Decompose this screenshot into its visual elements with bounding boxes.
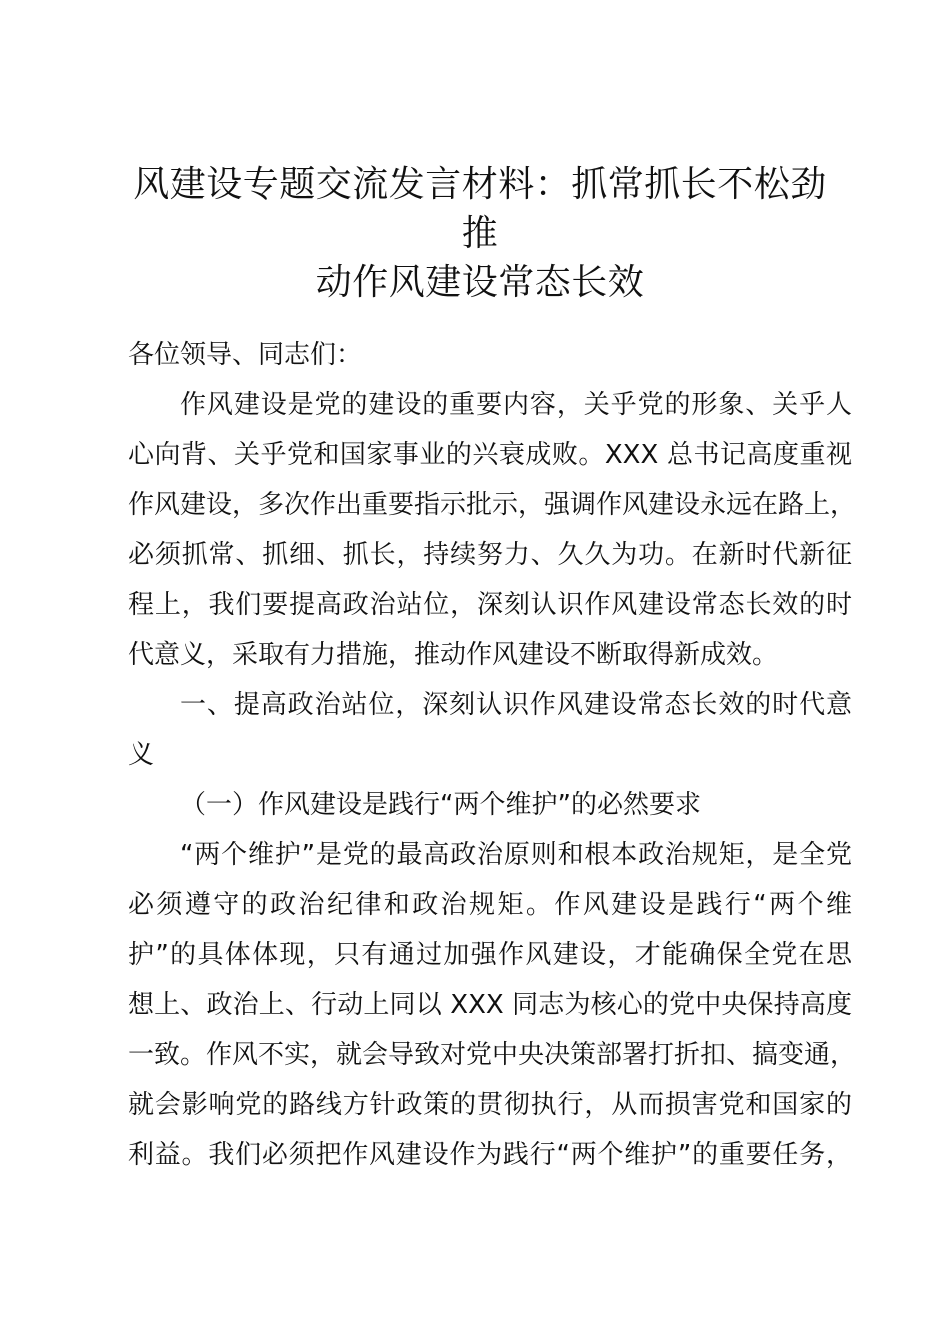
paragraph-line: “两个维护”是党的最高政治原则和根本政治规矩，是全党 (180, 840, 852, 870)
paragraph-line: 护”的具体体现，只有通过加强作风建设，才能确保全党在思 (128, 940, 852, 970)
section-heading-line: 一、提高政治站位，深刻认识作风建设常态长效的时代意 (180, 690, 852, 720)
paragraph-line: 必须遵守的政治纪律和政治规矩。作风建设是践行“两个维 (128, 890, 852, 920)
salutation: 各位领导、同志们： (128, 340, 363, 370)
paragraph-line: 心向背、关乎党和国家事业的兴衰成败。XXX 总书记高度重视 (128, 440, 852, 470)
paragraph-line: 作风建设是党的建设的重要内容，关乎党的形象、关乎人 (180, 390, 852, 420)
paragraph-line: 作风建设，多次作出重要指示批示，强调作风建设永远在路上， (128, 490, 857, 520)
paragraph-line: 利益。我们必须把作风建设作为践行“两个维护”的重要任务， (128, 1140, 852, 1170)
document-body (128, 330, 857, 1180)
paragraph-line: 代意义，采取有力措施，推动作风建设不断取得新成效。 (128, 640, 779, 670)
subsection-heading: （一）作风建设是践行“两个维护”的必然要求 (180, 790, 701, 820)
paragraph-line: 必须抓常、抓细、抓长，持续努力、久久为功。在新时代新征 (128, 540, 852, 570)
paragraph-line: 程上，我们要提高政治站位，深刻认识作风建设常态长效的时 (128, 590, 852, 620)
section-heading-line: 义 (128, 740, 155, 770)
title-line-1: 风建设专题交流发言材料：抓常抓长不松劲推 (133, 164, 827, 254)
paragraph-line: 就会影响党的路线方针政策的贯彻执行，从而损害党和国家的 (128, 1090, 852, 1120)
paragraph-line: 一致。作风不实，就会导致对党中央决策部署打折扣、搞变通， (128, 1040, 857, 1070)
paragraph-line: 想上、政治上、行动上同以 XXX 同志为核心的党中央保持高度 (128, 990, 852, 1020)
title-line-2: 动作风建设常态长效 (315, 262, 645, 303)
document-title (120, 160, 840, 307)
